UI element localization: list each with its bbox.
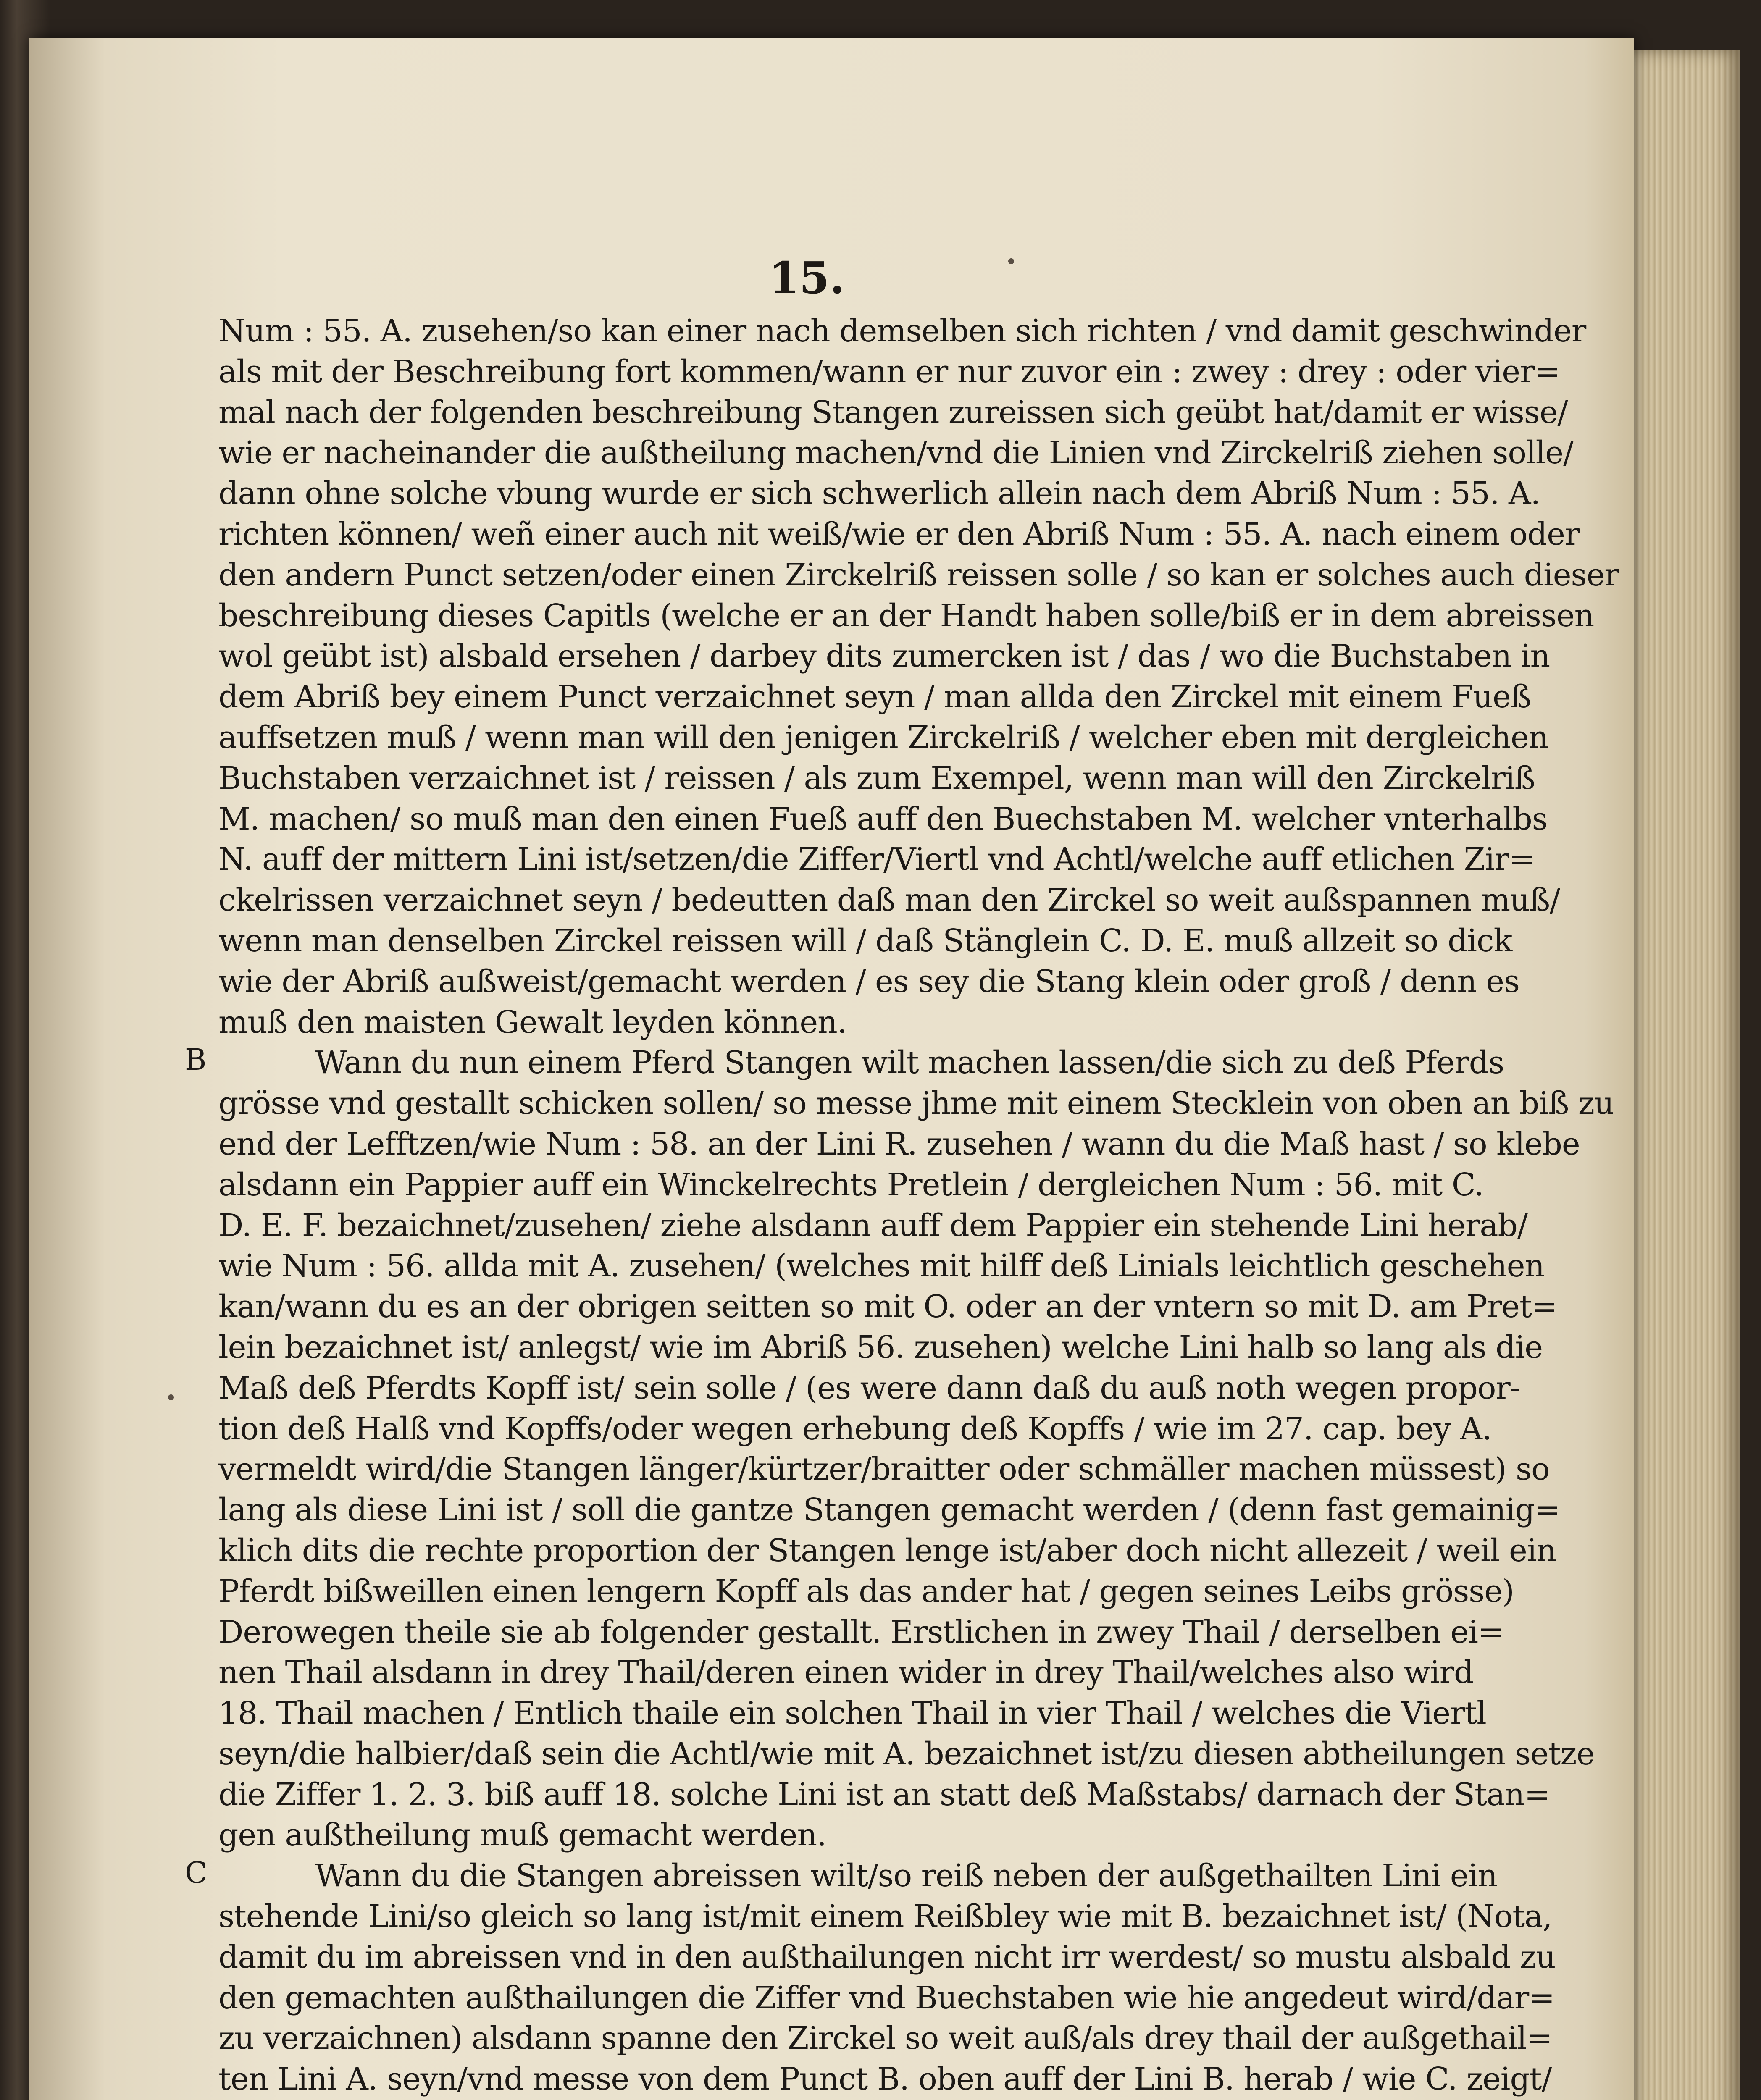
text-line: die Ziffer 1. 2. 3. biß auff 18. solche Lini ist an statt deß Maßstabs/ darnach der Stan= [218,1776,1550,1813]
text-line: muß den maisten Gewalt leyden können. [218,1004,847,1040]
text-line: gen außtheilung muß gemacht werden. [218,1817,826,1853]
margin-bullet [168,1394,174,1400]
text-line: Wann du die Stangen abreissen wilt/so reiß neben der außgethailten Lini ein [315,1858,1498,1894]
text-line: mal nach der folgenden beschreibung Stangen zureissen sich geübt hat/damit er wisse/ [218,394,1568,430]
text-line: wie er nacheinander die außtheilung machen/vnd die Linien vnd Zirckelriß ziehen solle/ [218,435,1573,471]
margin-marker: C [185,1856,208,1890]
text-line: stehende Lini/so gleich so lang ist/mit einem Reißbley wie mit B. bezaichnet ist/ (Nota, [218,1898,1552,1935]
body-text [218,311,1619,2100]
text-line: Num : 55. A. zusehen/so kan einer nach demselben sich richten / vnd damit geschwinder [218,313,1586,349]
text-line: ten Lini A. seyn/vnd messe von dem Punct B. oben auff der Lini B. herab / wie C. zeigt/ [218,2061,1552,2097]
text-line: lang als diese Lini ist / soll die gantze Stangen gemacht werden / (denn fast gemainig= [218,1492,1560,1528]
text-line: kan/wann du es an der obrigen seitten so mit O. oder an der vntern so mit D. am Pret= [218,1289,1557,1325]
book-fore-edge [1626,50,1740,2100]
text-line: den andern Punct setzen/oder einen Zirckelriß reissen solle / so kan er solches auch dieser [218,556,1619,593]
text-line: auffsetzen muß / wenn man will den jenigen Zirckelriß / welcher eben mit dergleichen [218,719,1548,756]
text-line: N. auff der mittern Lini ist/setzen/die Ziffer/Viertl vnd Achtl/welche auff etlichen Zir= [218,841,1535,878]
text-line: seyn/die halbier/daß sein die Achtl/wie mit A. bezaichnet ist/zu diesen abtheilungen setze [218,1735,1595,1772]
text-line: grösse vnd gestallt schicken sollen/ so messe jhme mit einem Stecklein von oben an biß zu [218,1085,1614,1122]
text-line: zu verzaichnen) alsdann spanne den Zirckel so weit auß/als drey thail der außgethail= [218,2020,1552,2057]
text-line: tion deß Halß vnd Kopffs/oder wegen erhebung deß Kopffs / wie im 27. cap. bey A. [218,1410,1492,1447]
text-line: Wann du nun einem Pferd Stangen wilt machen lassen/die sich zu deß Pferds [315,1045,1504,1081]
text-line: vermeldt wird/die Stangen länger/kürtzer/braitter oder schmäller machen müssest) so [218,1451,1550,1488]
text-line: beschreibung dieses Capitls (welche er an der Handt haben solle/biß er in dem abreissen [218,597,1594,634]
text-line: wenn man denselben Zirckel reissen will / daß Stänglein C. D. E. muß allzeit so dick [218,922,1512,959]
text-line: M. machen/ so muß man den einen Fueß auff den Buechstaben M. welcher vnterhalbs [218,801,1548,837]
text-line: klich dits die rechte proportion der Stangen lenge ist/aber doch nicht allezeit / weil ein [218,1532,1556,1569]
text-line: wie Num : 56. allda mit A. zusehen/ (welches mit hilff deß Linials leichtlich geschehen [218,1248,1545,1284]
text-line: den gemachten außthailungen die Ziffer vnd Buechstaben wie hie angedeut wird/dar= [218,1979,1555,2016]
text-line: Derowegen theile sie ab folgender gestallt. Erstlichen in zwey Thail / derselben ei= [218,1614,1503,1650]
text-line: wie der Abriß außweist/gemacht werden / es sey die Stang klein oder groß / denn es [218,963,1520,1000]
text-line: Buchstaben verzaichnet ist / reissen / als zum Exempel, wenn man will den Zirckelriß [218,760,1535,796]
text-line: D. E. F. bezaichnet/zusehen/ ziehe alsdann auff dem Pappier ein stehende Lini herab/ [218,1207,1527,1244]
page-number: 15. [769,252,845,304]
ink-speck [1008,258,1014,264]
text-line: Pferdt bißweillen einen lengern Kopff als das ander hat / gegen seines Leibs grösse) [218,1573,1514,1609]
text-line: dann ohne solche vbung wurde er sich schwerlich allein nach dem Abriß Num : 55. A. [218,475,1540,512]
margin-marker: B [185,1042,207,1077]
text-line: richten können/ weñ einer auch nit weiß/wie er den Abriß Num : 55. A. nach einem oder [218,516,1580,552]
text-line: alsdann ein Pappier auff ein Winckelrechts Pretlein / dergleichen Num : 56. mit C. [218,1166,1484,1203]
text-line: Maß deß Pferdts Kopff ist/ sein solle / (es were dann daß du auß noth wegen propor- [218,1370,1520,1406]
text-line: dem Abriß bey einem Punct verzaichnet seyn / man allda den Zirckel mit einem Fueß [218,679,1531,715]
text-line: 18. Thail machen / Entlich thaile ein solchen Thail in vier Thail / welches die Viertl [218,1695,1486,1732]
text-line: als mit der Beschreibung fort kommen/wann er nur zuvor ein : zwey : drey : oder vier= [218,353,1560,390]
text-line: wol geübt ist) alsbald ersehen / darbey dits zumercken ist / das / wo die Buchstaben in [218,638,1550,675]
text-line: lein bezaichnet ist/ anlegst/ wie im Abriß 56. zusehen) welche Lini halb so lang als die [218,1329,1543,1365]
text-line: nen Thail alsdann in drey Thail/deren einen wider in drey Thail/welches also wird [218,1654,1474,1691]
text-line: ckelrissen verzaichnet seyn / bedeutten daß man den Zirckel so weit außspannen muß/ [218,882,1560,919]
text-line: damit du im abreissen vnd in den außthailungen nicht irr werdest/ so mustu alsbald zu [218,1939,1556,1975]
text-line: end der Lefftzen/wie Num : 58. an der Lini R. zusehen / wann du die Maß hast / so klebe [218,1126,1580,1162]
